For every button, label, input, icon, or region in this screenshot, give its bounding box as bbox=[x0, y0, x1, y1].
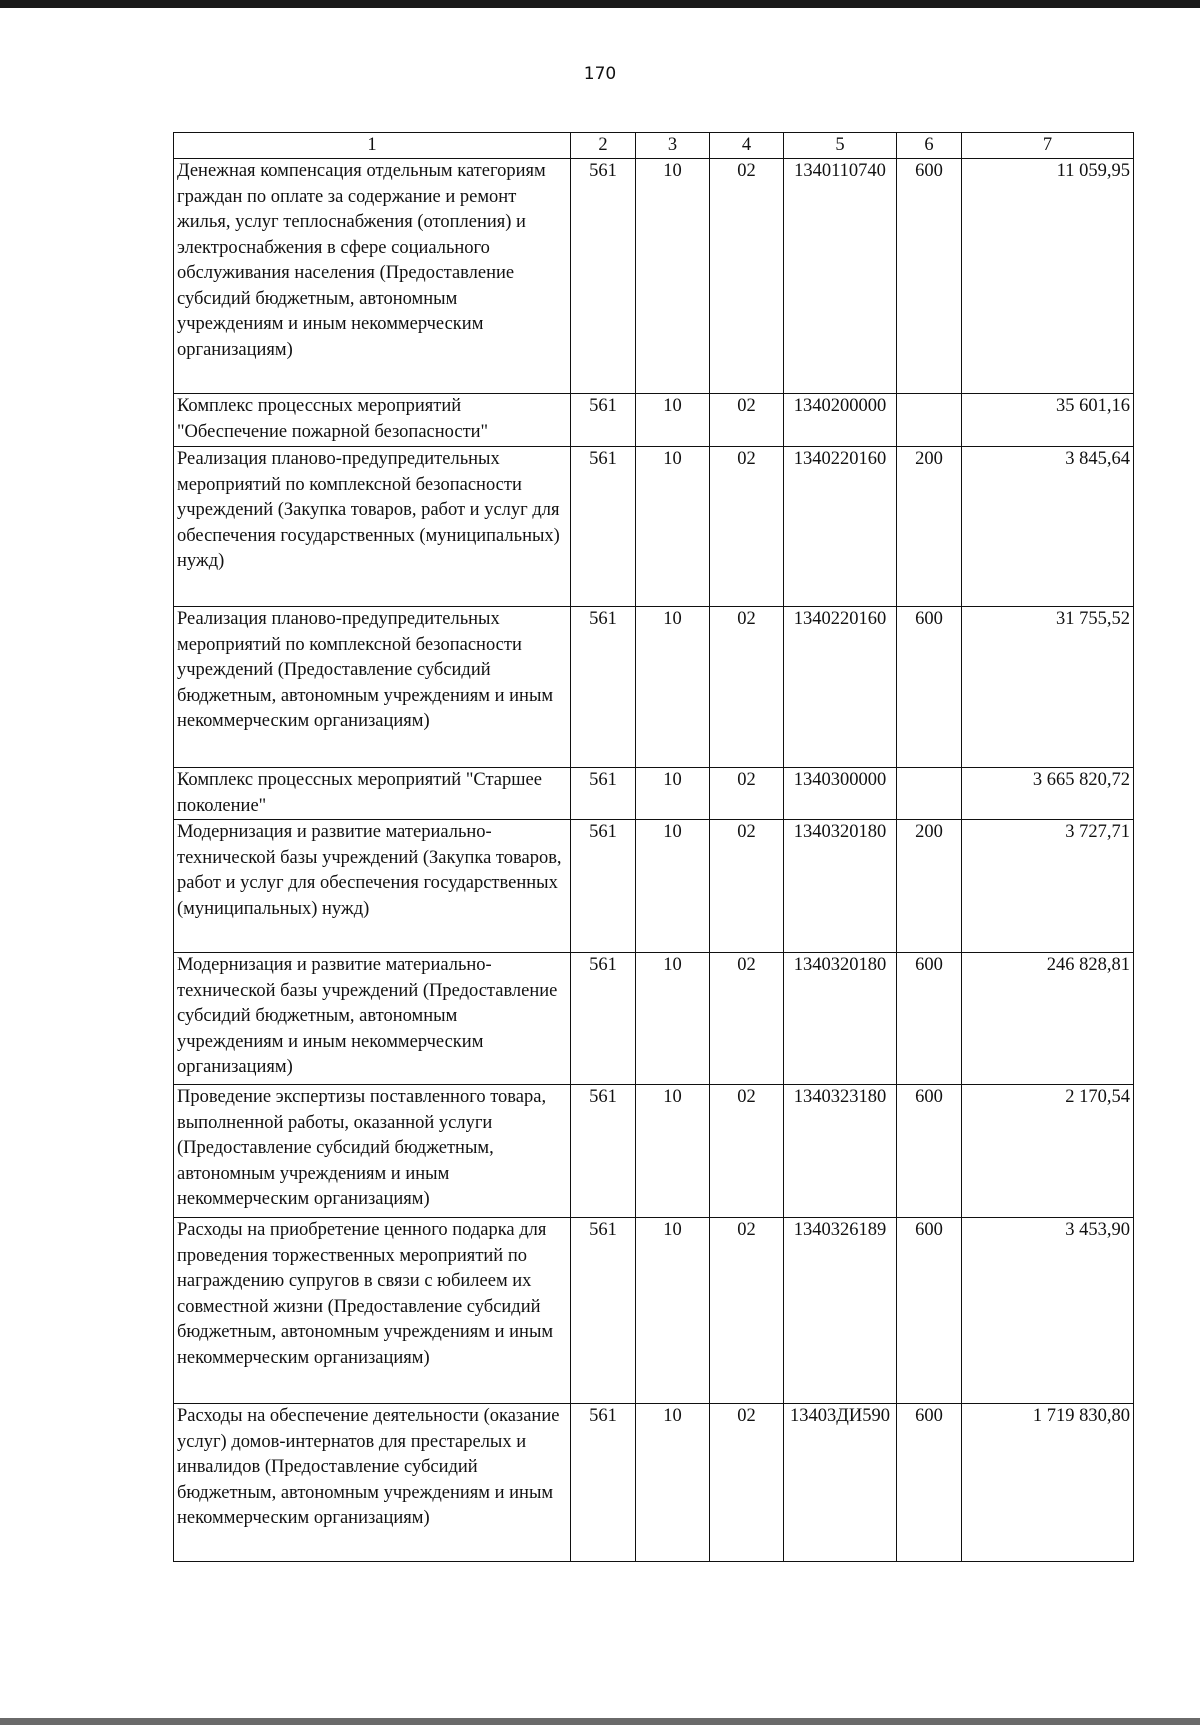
table-row bbox=[174, 447, 1134, 607]
row-col-3: 10 bbox=[636, 447, 710, 607]
row-col-4: 02 bbox=[710, 820, 784, 953]
row-col-2: 561 bbox=[571, 1218, 636, 1404]
row-col-5: 1340300000 bbox=[784, 768, 897, 820]
row-col-2: 561 bbox=[571, 394, 636, 447]
row-col-6 bbox=[897, 768, 962, 820]
row-col-3: 10 bbox=[636, 394, 710, 447]
header-col-7: 7 bbox=[962, 133, 1134, 159]
row-name: Расходы на обеспечение деятельности (оказание услуг) домов-интернатов для престарелых и инвалидов (Предоставление субсидий бюджетным, автономным учреждениям и иным некоммерческим организациям) bbox=[174, 1404, 571, 1562]
row-name: Проведение экспертизы поставленного товара, выполненной работы, оказанной услуги (Предоставление субсидий бюджетным, автономным учреждениям и иным некоммерческим организациям) bbox=[174, 1085, 571, 1218]
row-col-3: 10 bbox=[636, 1085, 710, 1218]
row-col-5: 1340220160 bbox=[784, 447, 897, 607]
table-row bbox=[174, 1085, 1134, 1218]
table-row bbox=[174, 953, 1134, 1085]
row-col-4: 02 bbox=[710, 1404, 784, 1562]
row-name: Комплекс процессных мероприятий "Старшее поколение" bbox=[174, 768, 571, 820]
row-col-7: 246 828,81 bbox=[962, 953, 1134, 1085]
scan-top-edge bbox=[0, 0, 1200, 8]
row-col-2: 561 bbox=[571, 1085, 636, 1218]
row-col-5: 1340110740 bbox=[784, 159, 897, 394]
header-col-6: 6 bbox=[897, 133, 962, 159]
table-row bbox=[174, 1404, 1134, 1562]
row-col-2: 561 bbox=[571, 607, 636, 768]
row-name: Модернизация и развитие материально-технической базы учреждений (Закупка товаров, работ и услуг для обеспечения государственных (муниципальных) нужд) bbox=[174, 820, 571, 953]
table-row bbox=[174, 820, 1134, 953]
row-col-2: 561 bbox=[571, 820, 636, 953]
row-col-3: 10 bbox=[636, 1404, 710, 1562]
header-col-3: 3 bbox=[636, 133, 710, 159]
row-col-6: 200 bbox=[897, 820, 962, 953]
row-name: Модернизация и развитие материально-технической базы учреждений (Предоставление субсидий бюджетным, автономным учреждениям и иным некоммерческим организациям) bbox=[174, 953, 571, 1085]
row-col-3: 10 bbox=[636, 953, 710, 1085]
row-col-6: 600 bbox=[897, 1404, 962, 1562]
row-col-7: 11 059,95 bbox=[962, 159, 1134, 394]
header-col-5: 5 bbox=[784, 133, 897, 159]
row-name: Комплекс процессных мероприятий "Обеспечение пожарной безопасности" bbox=[174, 394, 571, 447]
row-col-4: 02 bbox=[710, 607, 784, 768]
row-col-7: 31 755,52 bbox=[962, 607, 1134, 768]
row-col-6: 200 bbox=[897, 447, 962, 607]
scan-bottom-edge bbox=[0, 1718, 1200, 1725]
row-col-7: 35 601,16 bbox=[962, 394, 1134, 447]
row-col-4: 02 bbox=[710, 1085, 784, 1218]
table-row bbox=[174, 768, 1134, 820]
header-col-1: 1 bbox=[174, 133, 571, 159]
row-col-6: 600 bbox=[897, 953, 962, 1085]
row-name: Расходы на приобретение ценного подарка для проведения торжественных мероприятий по награждению супругов в связи с юбилеем их совместной жизни (Предоставление субсидий бюджетным, автономным учреждениям и иным некоммерческим организациям) bbox=[174, 1218, 571, 1404]
row-col-5: 1340326189 bbox=[784, 1218, 897, 1404]
row-col-4: 02 bbox=[710, 1218, 784, 1404]
table-row bbox=[174, 1218, 1134, 1404]
row-col-2: 561 bbox=[571, 953, 636, 1085]
row-col-5: 1340220160 bbox=[784, 607, 897, 768]
row-col-4: 02 bbox=[710, 768, 784, 820]
row-col-4: 02 bbox=[710, 953, 784, 1085]
budget-table bbox=[173, 132, 1134, 1562]
row-col-3: 10 bbox=[636, 1218, 710, 1404]
row-col-5: 1340320180 bbox=[784, 953, 897, 1085]
header-col-4: 4 bbox=[710, 133, 784, 159]
table-row bbox=[174, 394, 1134, 447]
table-header-row bbox=[174, 133, 1134, 159]
row-col-7: 2 170,54 bbox=[962, 1085, 1134, 1218]
row-col-6: 600 bbox=[897, 1218, 962, 1404]
row-col-5: 13403ДИ590 bbox=[784, 1404, 897, 1562]
row-col-3: 10 bbox=[636, 159, 710, 394]
row-col-2: 561 bbox=[571, 447, 636, 607]
table-row bbox=[174, 159, 1134, 394]
row-name: Денежная компенсация отдельным категориям граждан по оплате за содержание и ремонт жилья, услуг теплоснабжения (отопления) и электроснабжения в сфере социального обслуживания населения (Предоставление субсидий бюджетным, автономным учреждениям и иным некоммерческим организациям) bbox=[174, 159, 571, 394]
row-col-6: 600 bbox=[897, 1085, 962, 1218]
row-col-7: 3 453,90 bbox=[962, 1218, 1134, 1404]
row-col-6: 600 bbox=[897, 159, 962, 394]
row-col-3: 10 bbox=[636, 768, 710, 820]
row-col-6: 600 bbox=[897, 607, 962, 768]
row-col-4: 02 bbox=[710, 447, 784, 607]
row-col-7: 3 845,64 bbox=[962, 447, 1134, 607]
row-col-2: 561 bbox=[571, 159, 636, 394]
row-name: Реализация планово-предупредительных мероприятий по комплексной безопасности учреждений (Закупка товаров, работ и услуг для обеспечения государственных (муниципальных) нужд) bbox=[174, 447, 571, 607]
row-col-5: 1340320180 bbox=[784, 820, 897, 953]
row-col-3: 10 bbox=[636, 820, 710, 953]
row-col-3: 10 bbox=[636, 607, 710, 768]
row-col-4: 02 bbox=[710, 394, 784, 447]
row-col-7: 3 665 820,72 bbox=[962, 768, 1134, 820]
row-col-7: 3 727,71 bbox=[962, 820, 1134, 953]
row-col-7: 1 719 830,80 bbox=[962, 1404, 1134, 1562]
row-col-4: 02 bbox=[710, 159, 784, 394]
row-col-2: 561 bbox=[571, 1404, 636, 1562]
page-number: 170 bbox=[583, 64, 617, 84]
row-col-2: 561 bbox=[571, 768, 636, 820]
header-col-2: 2 bbox=[571, 133, 636, 159]
row-col-5: 1340323180 bbox=[784, 1085, 897, 1218]
row-name: Реализация планово-предупредительных мероприятий по комплексной безопасности учреждений (Предоставление субсидий бюджетным, автономным учреждениям и иным некоммерческим организациям) bbox=[174, 607, 571, 768]
row-col-6 bbox=[897, 394, 962, 447]
row-col-5: 1340200000 bbox=[784, 394, 897, 447]
table-row bbox=[174, 607, 1134, 768]
